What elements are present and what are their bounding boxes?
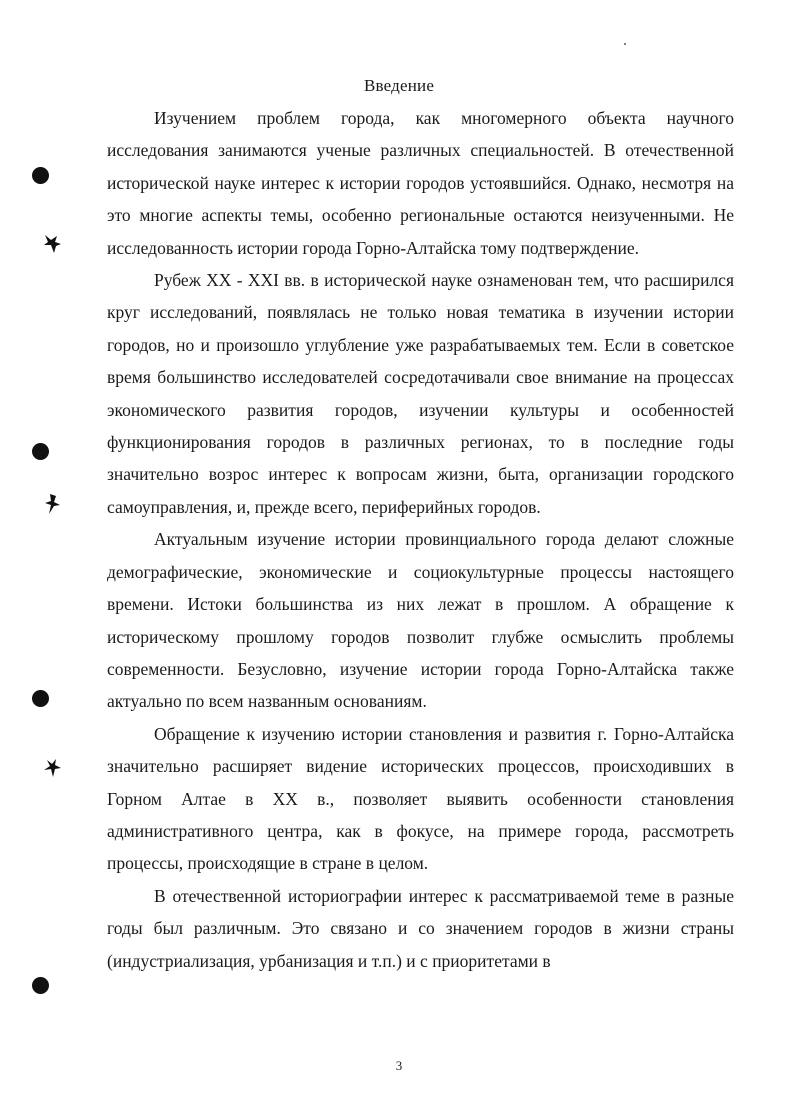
binder-hole-icon [32, 977, 49, 994]
binder-hole-icon [32, 167, 49, 184]
staple-mark-icon [42, 757, 62, 779]
binder-hole-icon [32, 443, 49, 460]
paragraph-3: Актуальным изучение истории провинциального города делают сложные демографические, экономические и социокультурные процессы настоящего времени. Истоки большинства из них лежат в прошлом. А обращение к историческому прошлому городов позволит глубже осмыслить проблемы современности. Безусловно, изучение истории города Горно-Алтайска также актуально по всем названным основаниям. [107, 529, 734, 712]
scan-speck [624, 43, 626, 45]
paragraph-5: В отечественной историографии интерес к рассматриваемой теме в разные годы был различным. Это связано и со значением городов в жизни страны (индустриализация, урбанизация и т.п.) и с приоритетами в [107, 885, 734, 971]
paragraph-2: Рубеж XX - XXI вв. в исторической науке ознаменован тем, что расширился круг исследований, появлялась не только новая тематика в изучении истории городов, но и произошло углубление уже разрабатываемых тем. Если в советское время большинство исследователей сосредотачивали свое внимание на процессах экономического развития городов, изучении культуры и особенностей функционирования городов в различных регионах, то в последние годы значительно возрос интерес к вопросам жизни, быта, организации городского самоуправления, и, прежде всего, периферийных городов. [107, 270, 734, 517]
binder-hole-icon [32, 690, 49, 707]
body-text [107, 102, 734, 977]
paragraph-1: Изучением проблем города, как многомерного объекта научного исследования занимаются ученые различных специальностей. В отечественной исторической науке интерес к истории городов устоявшийся. Однако, несмотря на это многие аспекты темы, особенно региональные остаются неизученными. Не исследованность истории города Горно-Алтайска тому подтверждение. [107, 108, 734, 258]
staple-mark-icon [42, 233, 62, 255]
staple-mark-icon [42, 493, 62, 515]
page-number: 3 [395, 1058, 403, 1073]
paragraph-4: Обращение к изучению истории становления и развития г. Горно-Алтайска значительно расширяет видение исторических процессов, происходивших в Горном Алтае в XX в., позволяет выявить особенности становления административного центра, как в фокусе, на примере города, рассмотреть процессы, происходящие в стране в целом. [107, 723, 734, 874]
section-title: Введение [363, 76, 435, 95]
